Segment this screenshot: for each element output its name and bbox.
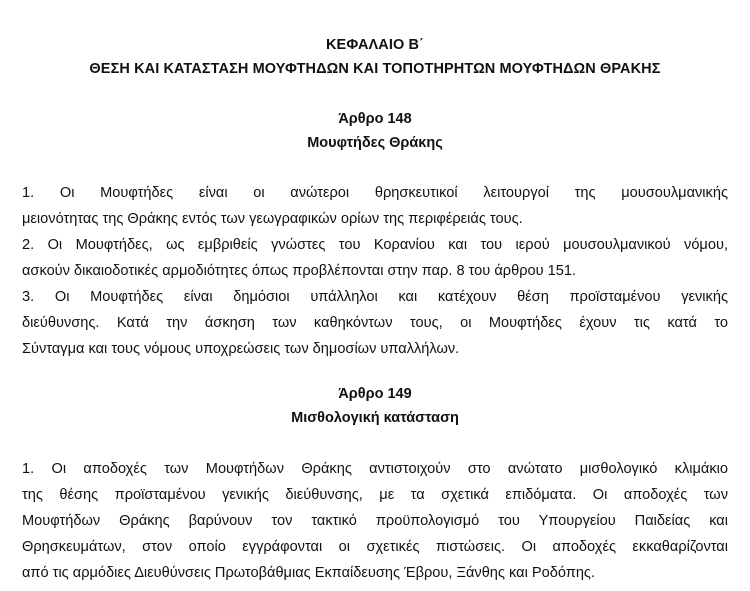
article-148-paragraph-1	[22, 180, 728, 232]
text-line: Θρησκευμάτων, στον οποίο εγγράφονται οι σχετικές πιστώσεις. Οι αποδοχές εκκαθαρίζονται	[22, 539, 728, 555]
text-line: από τις αρμόδιες Διευθύνσεις Πρωτοβάθμιας Εκπαίδευσης Έβρου, Ξάνθης και Ροδόπης.	[22, 565, 596, 581]
article-148-title: Μουφτήδες Θράκης	[307, 135, 443, 151]
article-148-number: Άρθρο 148	[338, 111, 412, 127]
article-149-number: Άρθρο 149	[338, 386, 412, 402]
chapter-title: ΘΕΣΗ ΚΑΙ ΚΑΤΑΣΤΑΣΗ ΜΟΥΦΤΗΔΩΝ ΚΑΙ ΤΟΠΟΤΗΡΗΤΩΝ ΜΟΥΦΤΗΔΩΝ ΘΡΑΚΗΣ	[89, 61, 661, 77]
text-line: Σύνταγμα και τους νόμους υποχρεώσεις των δημοσίων υπαλλήλων.	[22, 341, 460, 357]
text-line: Μουφτήδων Θράκης βαρύνουν τον τακτικό προϋπολογισμό του Υπουργείου Παιδείας και	[22, 513, 728, 529]
article-148-paragraph-3	[22, 284, 728, 362]
text-line: μειονότητας της Θράκης εντός των γεωγραφικών ορίων της περιφέρειάς τους.	[22, 211, 523, 227]
text-line: 2. Οι Μουφτήδες, ως εμβριθείς γνώστες του Κορανίου και του ιερού μουσουλμανικού νόμου,	[22, 237, 728, 253]
text-line: της θέσης προϊσταμένου γενικής διεύθυνσης, με τα σχετικά επιδόματα. Οι αποδοχές των	[22, 487, 728, 503]
article-149-paragraph-1	[22, 456, 728, 586]
article-148-paragraph-2	[22, 232, 728, 284]
chapter-label: ΚΕΦΑΛΑΙΟ Β΄	[325, 37, 424, 53]
text-line: 3. Οι Μουφτήδες είναι δημόσιοι υπάλληλοι και κατέχουν θέση προϊσταμένου γενικής	[22, 289, 728, 305]
text-line: 1. Οι Μουφτήδες είναι οι ανώτεροι θρησκευτικοί λειτουργοί της μουσουλμανικής	[22, 185, 728, 201]
text-line: 1. Οι αποδοχές των Μουφτήδων Θράκης αντιστοιχούν στο ανώτατο μισθολογικό κλιμάκιο	[22, 461, 728, 477]
text-line: ασκούν δικαιοδοτικές αρμοδιότητες όπως προβλέπονται στην παρ. 8 του άρθρου 151.	[22, 263, 577, 279]
article-149-title: Μισθολογική κατάσταση	[291, 410, 459, 426]
text-line: διεύθυνσης. Κατά την άσκηση των καθηκόντων τους, οι Μουφτήδες έχουν τις κατά το	[22, 315, 728, 331]
